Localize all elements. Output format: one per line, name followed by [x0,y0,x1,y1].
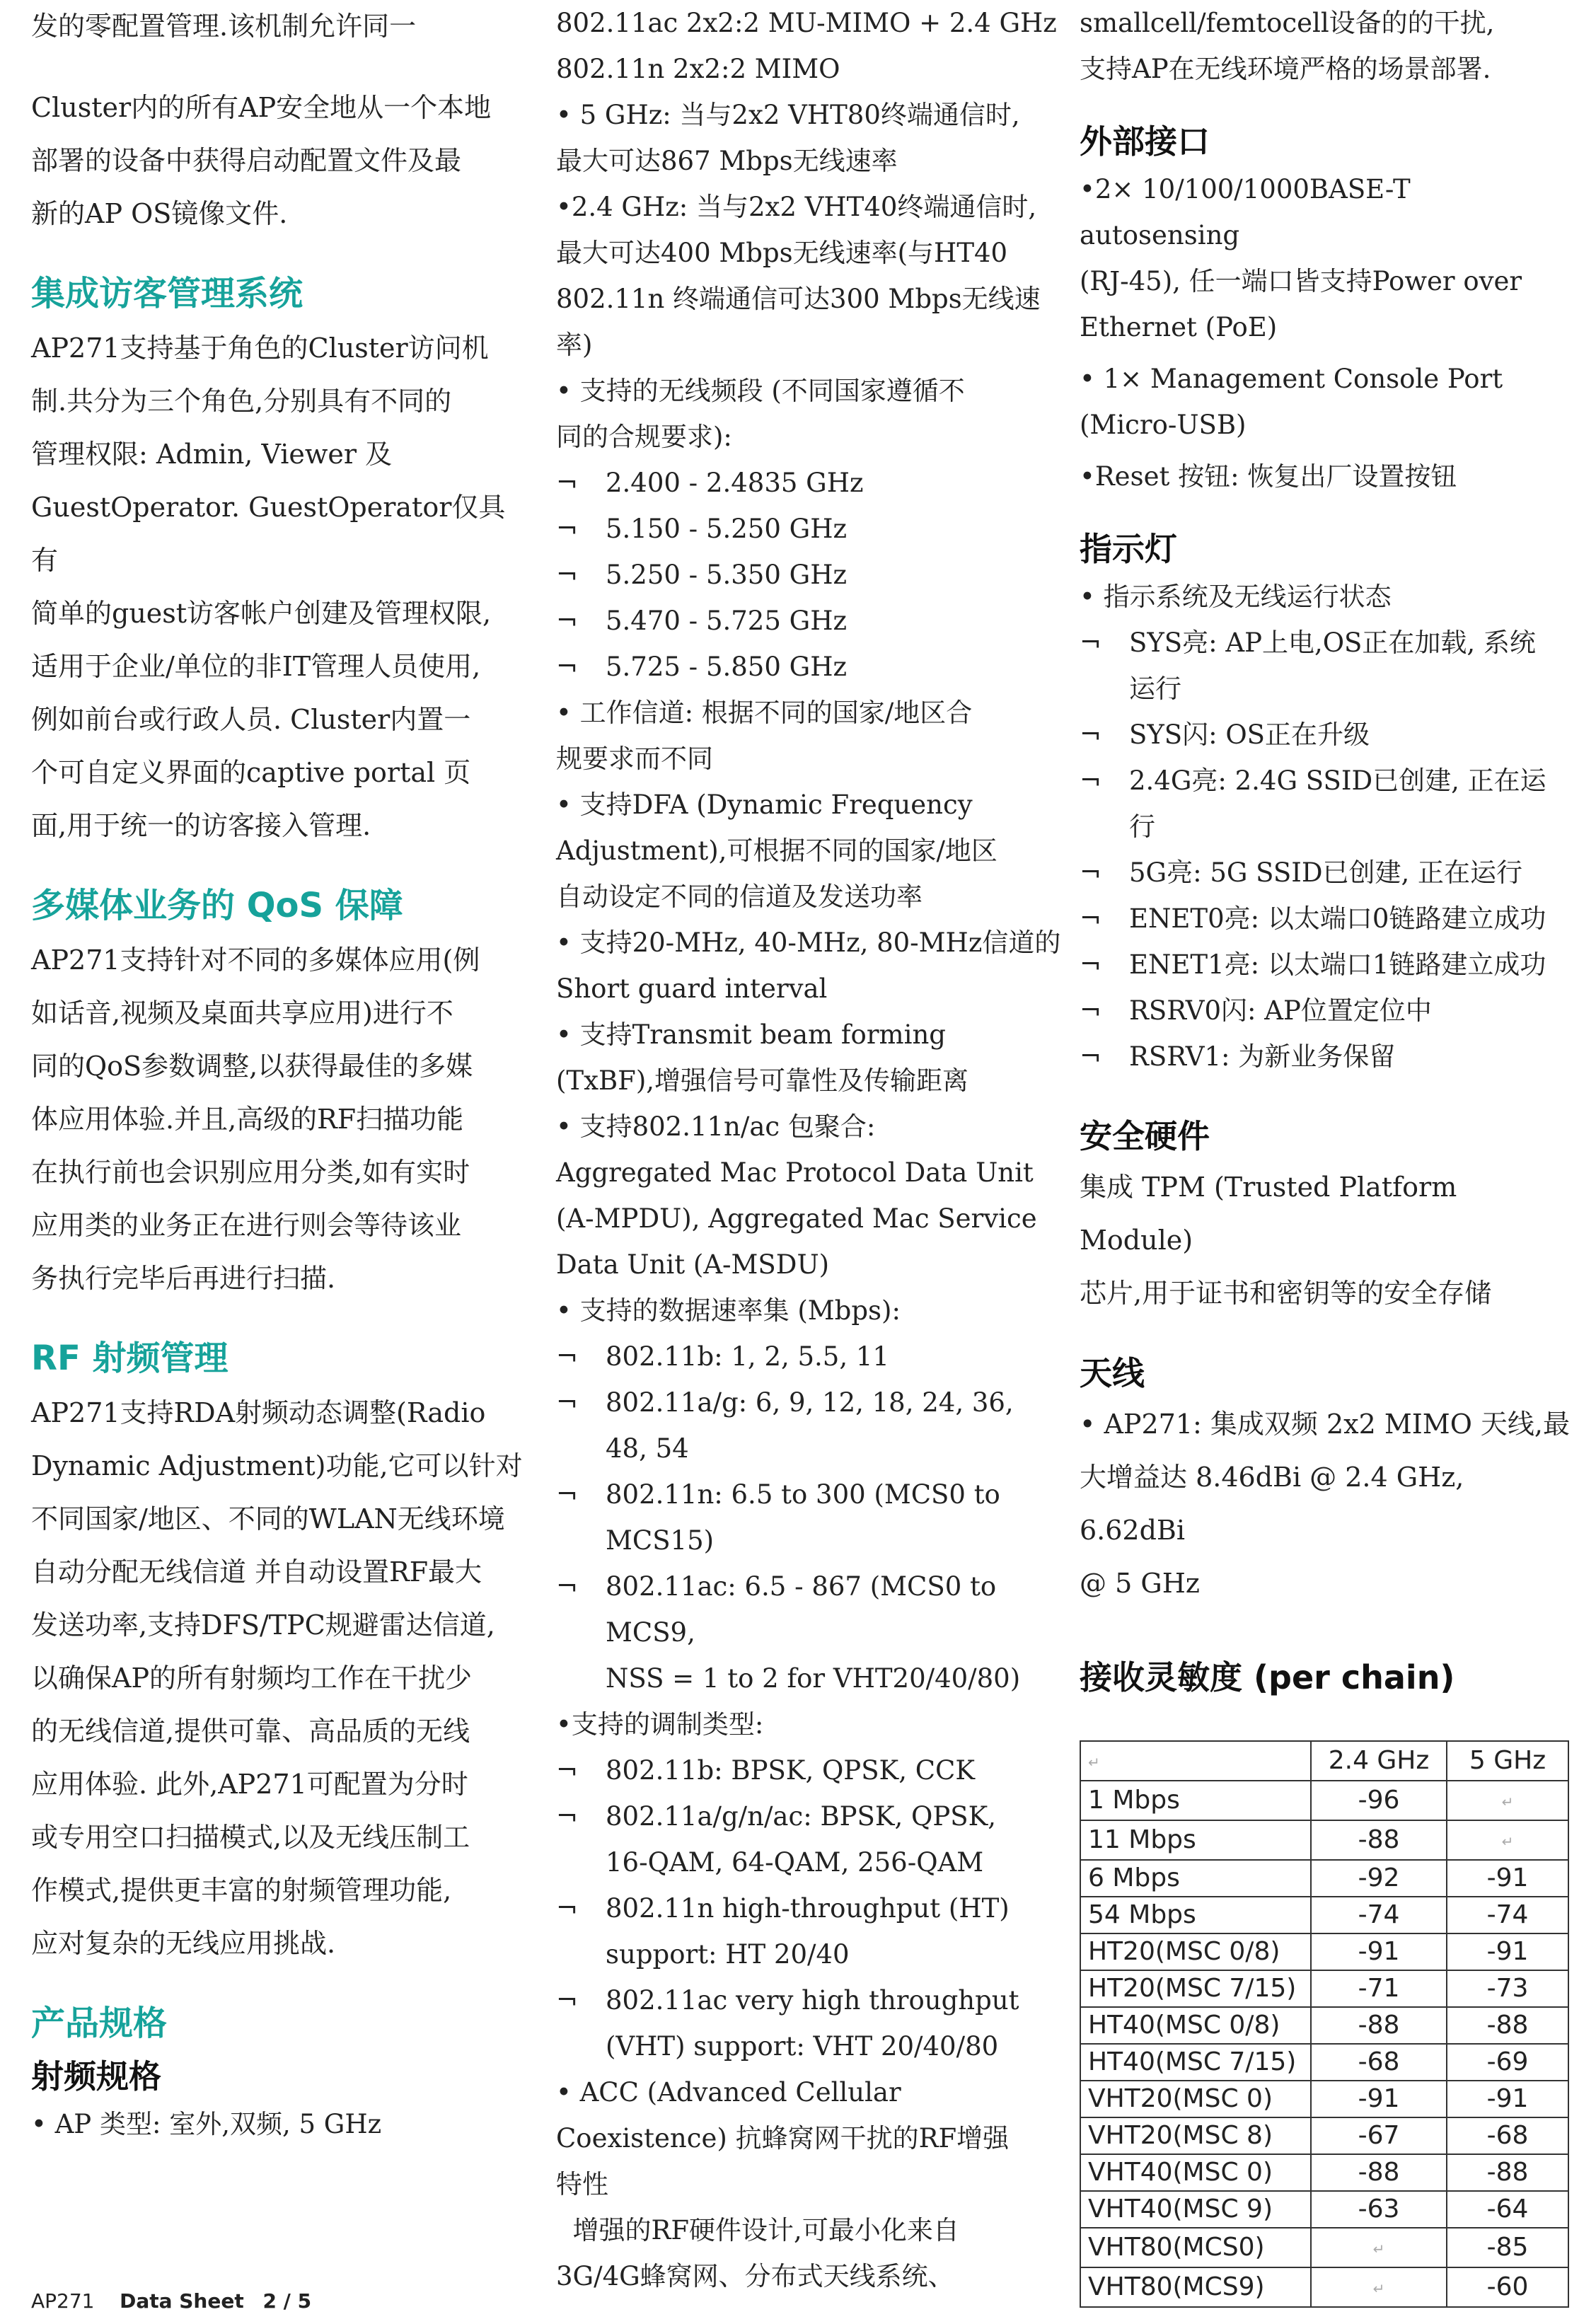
body-line: • 支持的数据速率集 (Mbps): [556,1295,901,1326]
value-cell: -67 [1311,2117,1447,2154]
body-line: 发的零配置管理.该机制允许同一 [31,11,417,42]
bullet-line: 5.250 - 5.350 GHz [606,560,847,590]
body-line: AP271支持基于角色的Cluster访问机 [31,333,489,364]
body-line: •2× 10/100/1000BASE-T autosensing [1080,174,1419,250]
body-line: •2.4 GHz: 当与2x2 VHT40终端通信时, [556,192,1037,222]
bullet-line: NSS = 1 to 2 for VHT20/40/80) [606,1663,1021,1694]
value-cell: -91 [1447,1860,1568,1897]
bullet-line: 802.11b: 1, 2, 5.5, 11 [606,1341,889,1372]
rate-cell: 6 Mbps [1080,1860,1311,1897]
value-cell: -60 [1447,2267,1568,2307]
body-line: • 支持的无线频段 (不同国家遵循不 [556,376,965,406]
band-item [556,552,1065,598]
rate-item [556,1563,1065,1701]
bullet-marker: ¬ [1080,628,1102,658]
body-line: (Micro-USB) [1080,410,1247,440]
bullet-line: SYS闪: OS正在升级 [1129,719,1370,750]
bullet-line: 2.4G亮: 2.4G SSID已创建, 正在运 [1129,765,1546,796]
section-title-spec: 产品规格 [31,2004,168,2043]
body-line: 自动设定不同的信道及发送功率 [556,881,923,912]
bullet-marker: ¬ [556,468,579,498]
body-line: Aggregated Mac Protocol Data Unit [556,1157,1034,1188]
rate-cell [1080,1741,1311,1781]
bullet-text [606,1380,1065,1472]
bullet-line: 5.470 - 5.725 GHz [606,606,847,636]
bullet-text [1129,850,1575,896]
table-row [1080,1820,1568,1860]
bullet-marker: ¬ [556,560,579,590]
body-line: • AP 类型: 室外,双频, 5 GHz [31,2109,382,2139]
value-cell: -88 [1311,2007,1447,2044]
bullet-text [606,644,1065,690]
bullet-line: 2.400 - 2.4835 GHz [606,468,864,498]
spacer [1080,499,1575,524]
bullet-line: (VHT) support: VHT 20/40/80 [606,2031,999,2062]
body-line: 适用于企业/单位的非IT管理人员使用, [31,651,481,682]
rate-item [556,1334,1065,1380]
bullet-marker: ¬ [556,1387,579,1418]
section-title-qos: 多媒体业务的 QoS 保障 [31,886,403,925]
body-line: 规要求而不同 [556,744,713,774]
bullet-text [606,1472,1065,1563]
rate-cell: VHT20(MSC 0) [1080,2081,1311,2117]
table-row [1080,2044,1568,2081]
value-cell: -91 [1447,2081,1568,2117]
table-row [1080,1970,1568,2007]
bullet-line: 5.150 - 5.250 GHz [606,514,847,544]
value-cell: -68 [1447,2117,1568,2154]
value-cell: -74 [1311,1897,1447,1933]
bullet-marker: ¬ [1080,949,1102,980]
bullet-text [1129,942,1575,988]
band-item [556,506,1065,552]
led-item [1080,620,1575,712]
rate-cell: 1 Mbps [1080,1781,1311,1820]
rate-cell: VHT80(MCS0) [1080,2228,1311,2267]
section-title-antenna: 天线 [1080,1354,1145,1392]
bullet-line: 802.11n: 6.5 to 300 (MCS0 to [606,1479,1000,1510]
section-title-radio: 射频规格 [31,2057,161,2095]
bullet-text [1129,988,1575,1034]
spacer [31,1305,526,1330]
bullet-line: 48, 54 [606,1433,689,1464]
bullet-marker: ¬ [1080,719,1102,750]
bullet-text [606,1747,1065,1793]
value-cell: -88 [1311,1820,1447,1860]
bullet-line: 5G亮: 5G SSID已创建, 正在运行 [1129,857,1523,888]
body-line: 同的合规要求): [556,422,732,452]
body-line: @ 5 GHz [1080,1568,1200,1599]
spacer [31,1970,526,1995]
body-line: 作模式,提供更丰富的射频管理功能, [31,1875,452,1906]
bullet-marker: ¬ [556,1571,579,1602]
value-cell: -63 [1311,2191,1447,2228]
body-line: smallcell/femtocell设备的的干扰, [1080,8,1495,38]
led-item [1080,1034,1575,1080]
mod-item [556,1885,1065,1977]
body-line: 最大可达400 Mbps无线速率(与HT40 [556,238,1008,268]
body-line: •支持的调制类型: [556,1709,764,1740]
bullet-marker: ¬ [1080,903,1102,934]
return-mark: ↵ [1372,2241,1385,2257]
body-line: Short guard interval [556,973,828,1004]
bullet-line: 运行 [1129,674,1181,704]
value-cell: -91 [1311,2081,1447,2117]
body-line: AP271支持RDA射频动态调整(Radio [31,1397,486,1428]
section-title-guest: 集成访客管理系统 [31,274,303,313]
bullet-marker: ¬ [1080,765,1102,796]
body-line: 802.11ac 2x2:2 MU-MIMO + 2.4 GHz [556,8,1057,38]
body-line: 集成 TPM (Trusted Platform Module) [1080,1172,1466,1256]
column-2 [556,0,1065,2299]
bullet-marker: ¬ [556,1893,579,1924]
bullet-line: 5.725 - 5.850 GHz [606,652,847,682]
body-line: • 1× Management Console Port [1080,364,1503,394]
value-cell: 2.4 GHz [1311,1741,1447,1781]
led-item [1080,988,1575,1034]
value-cell: -96 [1311,1781,1447,1820]
body-line: 个可自定义界面的captive portal 页 [31,757,471,788]
bullet-marker: ¬ [1080,995,1102,1026]
body-line: Adjustment),可根据不同的国家/地区 [556,836,998,866]
band-item [556,598,1065,644]
value-cell: -91 [1311,1933,1447,1970]
bullet-marker: ¬ [556,1985,579,2016]
spacer [31,53,526,81]
led-item [1080,850,1575,896]
table-row [1080,2267,1568,2307]
value-cell: -92 [1311,1860,1447,1897]
bullet-line: 802.11n high-throughput (HT) [606,1893,1010,1924]
bullet-line: ENET0亮: 以太端口0链路建立成功 [1129,903,1546,934]
body-line: 应用体验. 此外,AP271可配置为分时 [31,1769,468,1800]
body-line: 例如前台或行政人员. Cluster内置一 [31,704,471,735]
bullet-text [606,1563,1065,1701]
value-cell [1311,2267,1447,2307]
body-line: Cluster内的所有AP安全地从一个本地 [31,92,492,123]
body-line: 新的AP OS镜像文件. [31,198,288,229]
value-cell: -88 [1447,2007,1568,2044]
footer-page: 2 / 5 [262,2289,312,2313]
band-item [556,460,1065,506]
table-row [1080,2228,1568,2267]
body-line: Coexistence) 抗蜂窝网干扰的RF增强 [556,2123,1010,2154]
rate-cell: HT40(MSC 7/15) [1080,2044,1311,2081]
bullet-marker: ¬ [556,1479,579,1510]
bullet-line: ENET1亮: 以太端口1链路建立成功 [1129,949,1546,980]
body-line: 制.共分为三个角色,分别具有不同的 [31,386,452,417]
rate-cell: VHT20(MSC 8) [1080,2117,1311,2154]
spacer [31,852,526,877]
value-cell [1311,2228,1447,2267]
return-mark: ↵ [1088,1754,1100,1771]
bullet-marker: ¬ [556,514,579,544]
table-row [1080,1933,1568,1970]
body-line: AP271支持针对不同的多媒体应用(例 [31,944,480,976]
body-line: • ACC (Advanced Cellular [556,2077,901,2108]
bullet-marker: ¬ [1080,1041,1102,1072]
section-title-rf: RF 射频管理 [31,1339,229,1378]
rate-cell: HT20(MSC 7/15) [1080,1970,1311,2007]
body-line: 发送功率,支持DFS/TPC规避雷达信道, [31,1609,495,1641]
bullet-line: 802.11a/g: 6, 9, 12, 18, 24, 36, [606,1387,1014,1418]
bullet-marker: ¬ [556,1755,579,1786]
rate-cell: VHT80(MCS9) [1080,2267,1311,2307]
band-item [556,644,1065,690]
body-line: 以确保AP的所有射频均工作在干扰少 [31,1663,473,1694]
spacer [31,241,526,265]
bullet-text [1129,758,1575,850]
return-mark: ↵ [1501,1793,1514,1810]
footer-model: AP271 [31,2289,95,2313]
table-row [1080,2081,1568,2117]
table-row [1080,2154,1568,2191]
bullet-text [606,598,1065,644]
bullet-marker: ¬ [556,606,579,636]
body-line: • 支持20-MHz, 40-MHz, 80-MHz信道的 [556,927,1061,958]
spacer [1080,92,1575,117]
value-cell: -85 [1447,2228,1568,2267]
body-line: 体应用体验.并且,高级的RF扫描功能 [31,1104,464,1135]
rate-cell: 54 Mbps [1080,1897,1311,1933]
column-3 [1080,0,1575,1702]
mod-item [556,1793,1065,1885]
value-cell: 5 GHz [1447,1741,1568,1781]
value-cell: -73 [1447,1970,1568,2007]
body-line: 不同国家/地区、不同的WLAN无线环境 [31,1503,505,1534]
value-cell [1447,1820,1568,1860]
body-line: 大增益达 8.46dBi @ 2.4 GHz, 6.62dBi [1080,1462,1473,1546]
body-line: Ethernet (PoE) [1080,312,1278,342]
body-line: 或专用空口扫描模式,以及无线压制工 [31,1822,470,1853]
table-row [1080,1897,1568,1933]
bullet-line: 802.11a/g/n/ac: BPSK, QPSK, [606,1801,997,1832]
body-line: (A-MPDU), Aggregated Mac Service [556,1203,1037,1234]
body-line: •Reset 按钮: 恢复出厂设置按钮 [1080,461,1457,492]
table-row [1080,1781,1568,1820]
spacer [1080,350,1575,356]
bullet-text [606,1793,1065,1885]
value-cell: -71 [1311,1970,1447,2007]
body-line: 芯片,用于证书和密钥等的安全存储 [1080,1278,1492,1309]
body-line: (TxBF),增强信号可靠性及传输距离 [556,1065,969,1096]
spacer [1080,1320,1575,1348]
bullet-text [606,1885,1065,1977]
rate-item [556,1380,1065,1472]
bullet-line: 行 [1129,811,1155,842]
bullet-marker: ¬ [556,1801,579,1832]
bullet-line: RSRV0闪: AP位置定位中 [1129,995,1432,1026]
rate-cell: HT20(MSC 0/8) [1080,1933,1311,1970]
body-line: 自动分配无线信道 并自动设置RF最大 [31,1556,482,1588]
bullet-line: RSRV1: 为新业务保留 [1129,1041,1396,1072]
bullet-line: 16-QAM, 64-QAM, 256-QAM [606,1847,984,1878]
body-line: 的无线信道,提供可靠、高品质的无线 [31,1716,470,1747]
bullet-line: MCS15) [606,1525,715,1556]
value-cell: -91 [1447,1933,1568,1970]
value-cell: -69 [1447,2044,1568,2081]
body-line: • 支持DFA (Dynamic Frequency [556,790,973,820]
bullet-marker: ¬ [1080,857,1102,888]
rate-cell: VHT40(MSC 9) [1080,2191,1311,2228]
body-line: 最大可达867 Mbps无线速率 [556,146,898,176]
led-item [1080,758,1575,850]
bullet-marker: ¬ [556,1341,579,1372]
bullet-text [606,506,1065,552]
spacer [1080,448,1575,453]
value-cell: -88 [1447,2154,1568,2191]
body-line: • 工作信道: 根据不同的国家/地区合 [556,698,973,728]
bullet-text [606,552,1065,598]
footer-label: Data Sheet [120,2289,244,2313]
mod-item [556,1747,1065,1793]
body-line: 部署的设备中获得启动配置文件及最 [31,145,462,176]
mod-item [556,1977,1065,2069]
body-line: 管理权限: Admin, Viewer 及 [31,439,393,470]
body-line: GuestOperator. GuestOperator仅具有 [31,492,506,576]
body-line: 在执行前也会识别应用分类,如有实时 [31,1157,470,1188]
table-row [1080,2007,1568,2044]
bullet-text [1129,896,1575,942]
return-mark: ↵ [1501,1833,1514,1850]
bullet-line: SYS亮: AP上电,OS正在加载, 系统 [1129,628,1536,658]
value-cell: -64 [1447,2191,1568,2228]
bullet-text [1129,620,1575,712]
column-1 [31,0,526,2147]
page-footer [31,2289,311,2313]
bullet-text [606,1334,1065,1380]
rate-cell: VHT40(MSC 0) [1080,2154,1311,2191]
bullet-text [1129,1034,1575,1080]
body-line: 802.11n 终端通信可达300 Mbps无线速 [556,284,1041,314]
bullet-text [606,460,1065,506]
led-item [1080,712,1575,758]
rate-cell: HT40(MSC 0/8) [1080,2007,1311,2044]
body-line: 特性 [556,2169,608,2199]
table-row [1080,1860,1568,1897]
bullet-line: 802.11b: BPSK, QPSK, CCK [606,1755,975,1786]
body-line: 同的QoS参数调整,以获得最佳的多媒 [31,1051,473,1082]
rate-item [556,1472,1065,1563]
bullet-text [606,1977,1065,2069]
body-line: 支持AP在无线环境严格的场景部署. [1080,54,1491,84]
body-line: • 支持Transmit beam forming [556,1019,946,1050]
body-line: • 5 GHz: 当与2x2 VHT80终端通信时, [556,100,1020,130]
body-line: 务执行完毕后再进行扫描. [31,1263,336,1294]
body-line: 3G/4G蜂窝网、分布式天线系统、 [556,2261,954,2291]
bullet-line: 802.11ac: 6.5 - 867 (MCS0 to MCS9, [606,1571,1005,1648]
body-line: 应用类的业务正在进行则会等待该业 [31,1210,462,1241]
body-line: • AP271: 集成双频 2x2 MIMO 天线,最 [1080,1409,1570,1440]
body-line: 率) [556,330,593,360]
section-title-led: 指示灯 [1080,530,1177,568]
body-line: 802.11n 2x2:2 MIMO [556,54,840,84]
led-item [1080,942,1575,988]
table-header-row [1080,1741,1568,1781]
body-line: • 指示系统及无线运行状态 [1080,582,1392,612]
bullet-marker: ¬ [556,652,579,682]
value-cell: -88 [1311,2154,1447,2191]
value-cell: -68 [1311,2044,1447,2081]
body-line: Data Unit (A-MSDU) [556,1249,830,1280]
body-line: 简单的guest访客帐户创建及管理权限, [31,598,492,629]
table-row [1080,2191,1568,2228]
section-title-security: 安全硬件 [1080,1117,1210,1155]
body-line: 应对复杂的无线应用挑战. [31,1928,336,1959]
body-line: (RJ-45), 任一端口皆支持Power over [1080,266,1522,296]
bullet-line: support: HT 20/40 [606,1939,850,1970]
section-title-sensitivity: 接收灵敏度 (per chain) [1080,1658,1455,1696]
spacer [1080,1080,1575,1111]
section-title-ext: 外部接口 [1080,122,1210,161]
body-line: 面,用于统一的访客接入管理. [31,810,371,841]
led-item [1080,896,1575,942]
table-row [1080,2117,1568,2154]
body-line: • 支持802.11n/ac 包聚合: [556,1111,876,1142]
value-cell: -74 [1447,1897,1568,1933]
return-mark: ↵ [1372,2280,1385,2297]
value-cell [1447,1781,1568,1820]
body-line: 增强的RF硬件设计,可最小化来自 [556,2215,959,2245]
spacer [1080,1610,1575,1653]
body-line: 如话音,视频及桌面共享应用)进行不 [31,998,453,1029]
bullet-text [1129,712,1575,758]
sensitivity-table [1080,1740,1569,2308]
body-line: Dynamic Adjustment)功能,它可以针对 [31,1450,523,1481]
rate-cell: 11 Mbps [1080,1820,1311,1860]
bullet-line: 802.11ac very high throughput [606,1985,1019,2016]
